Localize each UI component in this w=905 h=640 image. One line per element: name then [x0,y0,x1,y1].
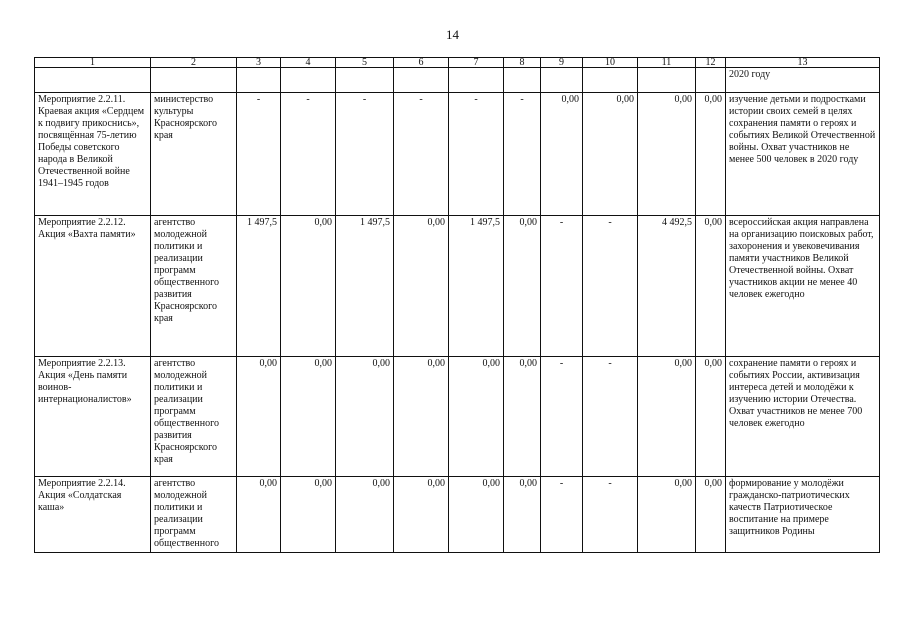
value-cell: 0,00 [504,216,541,357]
value-cell: - [504,93,541,216]
value-cell: 0,00 [504,477,541,553]
program-events-table [34,57,880,553]
value-cell: 0,00 [638,93,696,216]
value-cell: 0,00 [696,93,726,216]
value-cell: 1 497,5 [237,216,281,357]
value-cell: - [541,357,583,477]
header-cell: 7 [449,58,504,68]
header-cell: 11 [638,58,696,68]
header-cell: 10 [583,58,638,68]
value-cell: 0,00 [394,216,449,357]
result-cell: 2020 году [726,68,880,93]
executor-cell: агентство молодежной политики и реализации программ общественного развития Красноярского края [151,216,237,357]
header-cell: 1 [35,58,151,68]
value-cell: 1 497,5 [449,216,504,357]
value-cell: 0,00 [281,477,336,553]
value-cell: - [237,93,281,216]
value-cell: - [336,93,394,216]
value-cell: 0,00 [696,216,726,357]
header-cell: 12 [696,58,726,68]
value-cell: 0,00 [281,216,336,357]
value-cell: 1 497,5 [336,216,394,357]
value-cell: 0,00 [696,477,726,553]
table-row [35,216,880,357]
value-cell: 0,00 [237,477,281,553]
header-cell: 13 [726,58,880,68]
header-cell: 3 [237,58,281,68]
value-cell: 0,00 [281,357,336,477]
header-cell: 4 [281,58,336,68]
result-cell: всероссийская акция направлена на организацию поисковых работ, захоронения и увековечивания памяти участников Великой Отечественной войны. Охват участников акции не менее 40 человек ежегодно [726,216,880,357]
value-cell: 0,00 [583,93,638,216]
value-cell: 0,00 [394,477,449,553]
value-cell: - [583,357,638,477]
value-cell: 0,00 [336,477,394,553]
result-cell: изучение детьми и подростками истории своих семей в целях сохранения памяти о героях и событиях Великой Отечественной войны. Охват участников не менее 500 человек в 2020 году [726,93,880,216]
event-cell: Мероприятие 2.2.12. Акция «Вахта памяти» [35,216,151,357]
value-cell: - [541,216,583,357]
executor-cell: агентство молодежной политики и реализации программ общественного развития Красноярского края [151,357,237,477]
executor-cell: министерство культуры Красноярского края [151,93,237,216]
event-cell: Мероприятие 2.2.11. Краевая акция «Сердцем к подвигу прикоснись», посвящённая 75-летию Победы советского народа в Великой Отечественной войне 1941–1945 годов [35,93,151,216]
result-cell: формирование у молодёжи гражданско-патриотических качеств Патриотическое воспитание на примере защитников Родины [726,477,880,553]
page-number: 14 [446,27,459,42]
value-cell: 0,00 [541,93,583,216]
value-cell: - [583,216,638,357]
table-row [35,477,880,553]
value-cell: 0,00 [638,357,696,477]
header-cell: 5 [336,58,394,68]
value-cell: - [394,93,449,216]
value-cell: 0,00 [696,357,726,477]
event-cell: Мероприятие 2.2.13. Акция «День памяти воинов-интернационалистов» [35,357,151,477]
column-number-row [35,58,880,68]
value-cell: - [541,477,583,553]
executor-cell: агентство молодежной политики и реализации программ общественного [151,477,237,553]
value-cell: 0,00 [336,357,394,477]
value-cell: 0,00 [638,477,696,553]
value-cell: 4 492,5 [638,216,696,357]
value-cell: - [449,93,504,216]
table-row [35,357,880,477]
event-cell: Мероприятие 2.2.14. Акция «Солдатская каша» [35,477,151,553]
value-cell: - [583,477,638,553]
header-cell: 8 [504,58,541,68]
value-cell: 0,00 [504,357,541,477]
header-cell: 9 [541,58,583,68]
value-cell: - [281,93,336,216]
value-cell: 0,00 [394,357,449,477]
value-cell: 0,00 [449,477,504,553]
result-cell: сохранение памяти о героях и событиях России, активизация интереса детей и молодёжи к изучению истории Отечества. Охват участников не менее 700 человек ежегодно [726,357,880,477]
value-cell: 0,00 [449,357,504,477]
value-cell: 0,00 [237,357,281,477]
header-cell: 2 [151,58,237,68]
continuation-row [35,68,880,93]
table-row [35,93,880,216]
header-cell: 6 [394,58,449,68]
